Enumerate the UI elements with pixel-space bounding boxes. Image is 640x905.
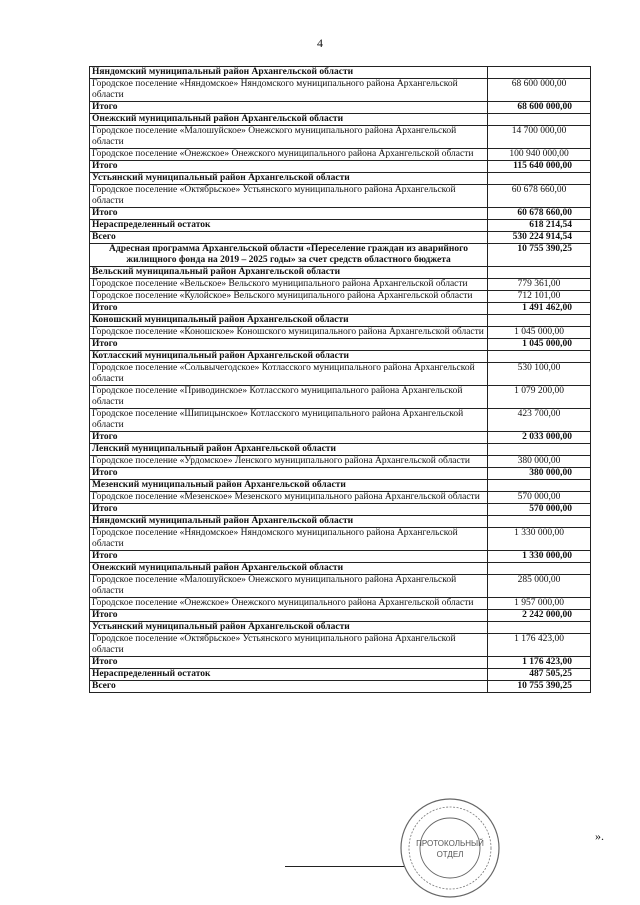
total-amount: 530 224 914,54 [488, 232, 591, 244]
total-label: Итого [90, 339, 488, 351]
svg-text:ОТДЕЛ: ОТДЕЛ [436, 850, 464, 859]
total-amount: 1 176 423,00 [488, 657, 591, 669]
district-amount [488, 622, 591, 634]
table-row-item [90, 185, 591, 208]
district-amount [488, 480, 591, 492]
item-label: Городское поселение «Малошуйское» Онежского муниципального района Архангельской области [90, 126, 488, 149]
table-row-item [90, 409, 591, 432]
heading-amount: 10 755 390,25 [488, 244, 591, 267]
total-amount: 1 330 000,00 [488, 551, 591, 563]
table-row-district [90, 114, 591, 126]
total-amount: 10 755 390,25 [488, 681, 591, 693]
district-label: Ленский муниципальный район Архангельской области [90, 444, 488, 456]
total-amount: 487 505,25 [488, 669, 591, 681]
table-row-total [90, 468, 591, 480]
table-row-total [90, 161, 591, 173]
district-amount [488, 67, 591, 79]
total-label: Нераспределенный остаток [90, 220, 488, 232]
table-row-total [90, 681, 591, 693]
item-amount: 285 000,00 [488, 575, 591, 598]
item-amount: 14 700 000,00 [488, 126, 591, 149]
district-amount [488, 114, 591, 126]
item-label: Городское поселение «Онежское» Онежского муниципального района Архангельской области [90, 149, 488, 161]
table-row-district [90, 267, 591, 279]
total-label: Итого [90, 102, 488, 114]
item-label: Городское поселение «Няндомское» Няндомского муниципального района Архангельской области [90, 528, 488, 551]
table-row-item [90, 126, 591, 149]
table-row-total [90, 657, 591, 669]
item-amount: 570 000,00 [488, 492, 591, 504]
item-label: Городское поселение «Коношское» Коношского муниципального района Архангельской области [90, 327, 488, 339]
district-label: Онежский муниципальный район Архангельской области [90, 114, 488, 126]
item-amount: 779 361,00 [488, 279, 591, 291]
total-label: Итого [90, 303, 488, 315]
table-row-total [90, 432, 591, 444]
table-row-district [90, 67, 591, 79]
page-number: 4 [317, 36, 323, 50]
district-label: Мезенский муниципальный район Архангельской области [90, 480, 488, 492]
district-amount [488, 267, 591, 279]
item-amount: 68 600 000,00 [488, 79, 591, 102]
table-row-total [90, 551, 591, 563]
table-row-item [90, 598, 591, 610]
item-label: Городское поселение «Онежское» Онежского муниципального района Архангельской области [90, 598, 488, 610]
district-amount [488, 516, 591, 528]
stamp-seal [398, 796, 502, 900]
closing-quote: ». [595, 829, 604, 843]
table-row-district [90, 480, 591, 492]
table-row-district [90, 563, 591, 575]
item-label: Городское поселение «Октябрьское» Устьянского муниципального района Архангельской области [90, 185, 488, 208]
item-label: Городское поселение «Кулойское» Вельского муниципального района Архангельской области [90, 291, 488, 303]
item-label: Городское поселение «Мезенское» Мезенского муниципального района Архангельской области [90, 492, 488, 504]
total-amount: 1 045 000,00 [488, 339, 591, 351]
district-label: Няндомский муниципальный район Архангельской области [90, 67, 488, 79]
district-label: Онежский муниципальный район Архангельской области [90, 563, 488, 575]
item-amount: 1 957 000,00 [488, 598, 591, 610]
district-amount [488, 173, 591, 185]
total-label: Итого [90, 610, 488, 622]
table-row-district [90, 444, 591, 456]
heading-label: Адресная программа Архангельской области «Переселение граждан из аварийного жилищного фонда на 2019 – 2025 годы» за счет средств областного бюджета [90, 244, 488, 267]
item-amount: 1 330 000,00 [488, 528, 591, 551]
total-amount: 115 640 000,00 [488, 161, 591, 173]
table-row-total [90, 208, 591, 220]
district-amount [488, 351, 591, 363]
table-row-item [90, 456, 591, 468]
table-row-total [90, 102, 591, 114]
total-label: Нераспределенный остаток [90, 669, 488, 681]
table-row-item [90, 327, 591, 339]
total-amount: 1 491 462,00 [488, 303, 591, 315]
item-label: Городское поселение «Шипицынское» Котласского муниципального района Архангельской области [90, 409, 488, 432]
table-row-item [90, 279, 591, 291]
total-label: Итого [90, 208, 488, 220]
total-amount: 618 214,54 [488, 220, 591, 232]
table-row-total [90, 232, 591, 244]
table-row-district [90, 351, 591, 363]
total-label: Итого [90, 432, 488, 444]
table-row-item [90, 575, 591, 598]
total-amount: 60 678 660,00 [488, 208, 591, 220]
item-amount: 423 700,00 [488, 409, 591, 432]
district-label: Устьянский муниципальный район Архангельской области [90, 622, 488, 634]
total-label: Итого [90, 504, 488, 516]
table-row-item [90, 528, 591, 551]
item-label: Городское поселение «Сольвычегодское» Котласского муниципального района Архангельской области [90, 363, 488, 386]
table-row-item [90, 149, 591, 161]
budget-table [89, 66, 591, 693]
item-amount: 380 000,00 [488, 456, 591, 468]
total-label: Итого [90, 657, 488, 669]
table-row-item [90, 363, 591, 386]
district-amount [488, 444, 591, 456]
table-row-heading [90, 244, 591, 267]
signature-line [285, 866, 405, 867]
total-label: Итого [90, 468, 488, 480]
district-label: Няндомский муниципальный район Архангельской области [90, 516, 488, 528]
item-amount: 100 940 000,00 [488, 149, 591, 161]
item-label: Городское поселение «Няндомское» Няндомского муниципального района Архангельской области [90, 79, 488, 102]
table-row-total [90, 303, 591, 315]
item-label: Городское поселение «Урдомское» Ленского муниципального района Архангельской области [90, 456, 488, 468]
table-row-item [90, 291, 591, 303]
total-amount: 570 000,00 [488, 504, 591, 516]
district-label: Устьянский муниципальный район Архангельской области [90, 173, 488, 185]
table-row-total [90, 339, 591, 351]
svg-text:ПРОТОКОЛЬНЫЙ: ПРОТОКОЛЬНЫЙ [416, 839, 484, 848]
total-label: Всего [90, 681, 488, 693]
item-label: Городское поселение «Вельское» Вельского муниципального района Архангельской области [90, 279, 488, 291]
item-amount: 712 101,00 [488, 291, 591, 303]
table-row-district [90, 173, 591, 185]
table-row-total [90, 504, 591, 516]
table-row-district [90, 516, 591, 528]
item-label: Городское поселение «Октябрьское» Устьянского муниципального района Архангельской области [90, 634, 488, 657]
item-amount: 1 079 200,00 [488, 386, 591, 409]
table-row-item [90, 79, 591, 102]
total-label: Всего [90, 232, 488, 244]
table-row-total [90, 669, 591, 681]
total-amount: 2 242 000,00 [488, 610, 591, 622]
table-row-district [90, 622, 591, 634]
item-label: Городское поселение «Приводинское» Котласского муниципального района Архангельской области [90, 386, 488, 409]
item-amount: 1 176 423,00 [488, 634, 591, 657]
district-amount [488, 315, 591, 327]
item-label: Городское поселение «Малошуйское» Онежского муниципального района Архангельской области [90, 575, 488, 598]
total-amount: 68 600 000,00 [488, 102, 591, 114]
district-label: Вельский муниципальный район Архангельской области [90, 267, 488, 279]
district-label: Коношский муниципальный район Архангельской области [90, 315, 488, 327]
table-row-district [90, 315, 591, 327]
total-label: Итого [90, 551, 488, 563]
item-amount: 60 678 660,00 [488, 185, 591, 208]
total-amount: 2 033 000,00 [488, 432, 591, 444]
table-row-item [90, 634, 591, 657]
table-row-total [90, 610, 591, 622]
table-row-item [90, 492, 591, 504]
district-label: Котласский муниципальный район Архангельской области [90, 351, 488, 363]
district-amount [488, 563, 591, 575]
total-label: Итого [90, 161, 488, 173]
table-row-item [90, 386, 591, 409]
table-row-total [90, 220, 591, 232]
item-amount: 1 045 000,00 [488, 327, 591, 339]
total-amount: 380 000,00 [488, 468, 591, 480]
item-amount: 530 100,00 [488, 363, 591, 386]
